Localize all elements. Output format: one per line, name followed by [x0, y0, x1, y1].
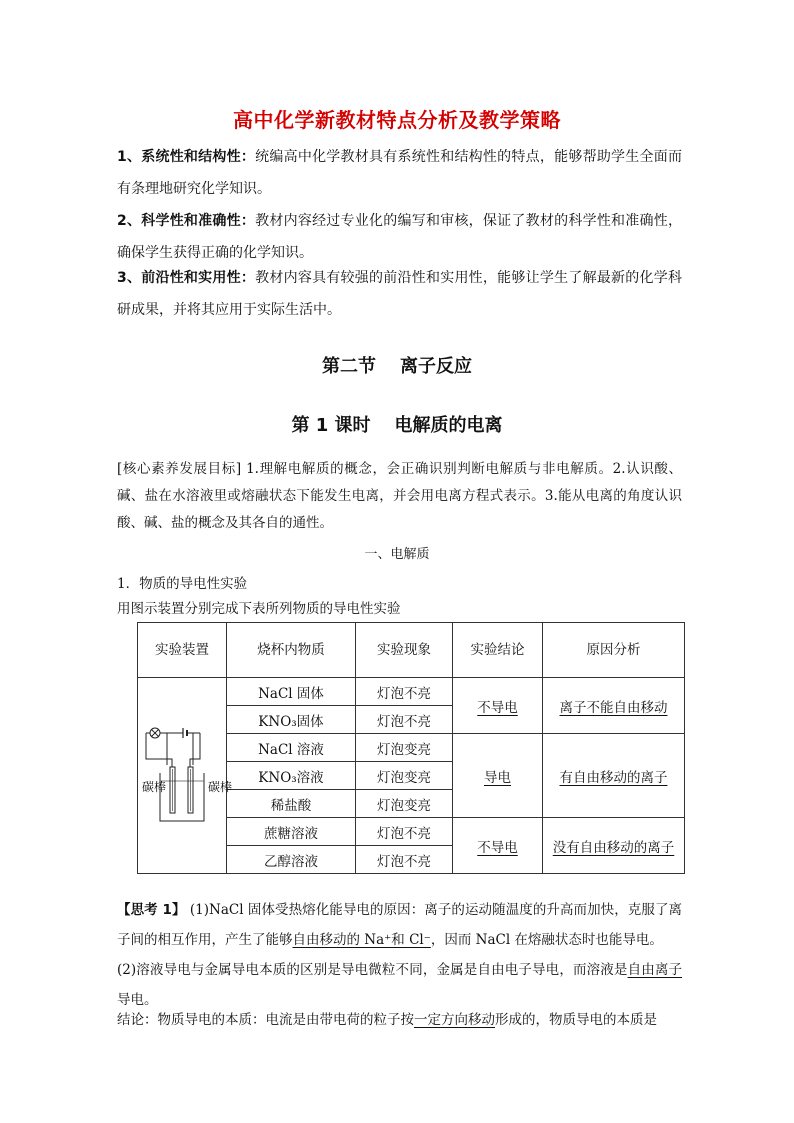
header-conclusion: 实验结论 [453, 623, 543, 678]
substance-cell: 乙醇溶液 [227, 846, 356, 874]
subsection-title: 一、电解质 [364, 547, 430, 562]
answer-blank: 自由移动的 Na⁺和 Cl⁻ [292, 932, 431, 948]
electrode-icon [170, 767, 193, 813]
substance-cell: 蔗糖溶液 [227, 818, 356, 846]
apparatus-cell [138, 678, 233, 874]
conclusion-text: 结论：物质导电的本质：电流是由带电荷的粒子按一定方向移动形成的，物质导电的本质是 [117, 1012, 657, 1028]
feature-2 [117, 205, 682, 269]
header-reason: 原因分析 [543, 623, 685, 678]
feature-3 [117, 262, 682, 326]
phenomenon-cell: 灯泡变亮 [356, 734, 453, 762]
lesson-heading: 第 1 课时 电解质的电离 [291, 415, 503, 436]
think-tag: 【思考 1】 [117, 902, 186, 918]
feature-label: 3、前沿性和实用性： [117, 270, 256, 286]
feature-text: 教材内容具有较强的前沿性和实用性，能够让学生了解最新的化学科研成果，并将其应用于实际生活中。 [117, 270, 683, 318]
answer-blank: 一定方向移动 [414, 1012, 495, 1028]
table-header-row [138, 623, 685, 678]
reason-cell: 没有自由移动的离子 [543, 818, 685, 874]
reason-cell: 离子不能自由移动 [543, 678, 685, 734]
item-1-description: 用图示装置分别完成下表所列物质的导电性实验 [117, 601, 401, 617]
substance-cell: KNO₃固体 [227, 706, 356, 734]
item-1-title: 1．物质的导电性实验 [117, 576, 248, 592]
learning-goals [117, 456, 682, 537]
conclusion-cell: 不导电 [453, 818, 543, 874]
answer-blank: 自由离子 [627, 962, 683, 978]
phenomenon-cell: 灯泡不亮 [356, 818, 453, 846]
goals-tag: [核心素养发展目标] [117, 461, 242, 477]
substance-cell: NaCl 溶液 [227, 734, 356, 762]
phenomenon-cell: 灯泡不亮 [356, 706, 453, 734]
feature-label: 2、科学性和准确性： [117, 213, 256, 229]
think-1-part-2: (2)溶液导电与金属导电本质的区别是导电微粒不同，金属是自由电子导电，而溶液是自由离子导电。 [117, 962, 683, 1008]
phenomenon-cell: 灯泡变亮 [356, 762, 453, 790]
feature-1 [117, 141, 682, 205]
phenomenon-cell: 灯泡不亮 [356, 678, 453, 706]
phenomenon-cell: 灯泡不亮 [356, 846, 453, 874]
bulb-icon [150, 728, 160, 738]
header-apparatus: 实验装置 [138, 623, 227, 678]
conclusion-cell: 不导电 [453, 678, 543, 734]
feature-text: 统编高中化学教材具有系统性和结构性的特点，能够帮助学生全面而有条理地研究化学知识。 [117, 149, 683, 197]
substance-cell: NaCl 固体 [227, 678, 356, 706]
beaker-icon [160, 773, 204, 821]
goals-text: 1.理解电解质的概念，会正确识别判断电解质与非电解质。2.认识酸、碱、盐在水溶液里或熔融状态下能发生电离，并会用电离方程式表示。3.能从电离的角度认识酸、碱、盐的概念及其各自的通性。 [117, 461, 682, 531]
conclusion-cell: 导电 [453, 734, 543, 818]
apparatus-diagram [138, 719, 233, 829]
substance-cell: 稀盐酸 [227, 790, 356, 818]
section-heading: 第二节 离子反应 [322, 356, 472, 377]
phenomenon-cell: 灯泡变亮 [356, 790, 453, 818]
electrode-label-left: 碳棒 [142, 779, 167, 794]
document-title: 高中化学新教材特点分析及教学策略 [233, 108, 561, 132]
reason-cell: 有自由移动的离子 [543, 734, 685, 818]
header-substance: 烧杯内物质 [227, 623, 356, 678]
think-1-part-1: 【思考 1】 (1)NaCl 固体受热熔化能导电的原因：离子的运动随温度的升高而加快，克服了离子间的相互作用，产生了能够自由移动的 Na⁺和 Cl⁻，因而 NaCl 在熔融状态时也能导电。 [117, 902, 683, 948]
experiment-table [137, 622, 685, 874]
table-row [138, 678, 685, 706]
battery-icon [183, 728, 187, 738]
feature-label: 1、系统性和结构性： [117, 149, 256, 165]
feature-text: 教材内容经过专业化的编写和审核，保证了教材的科学性和准确性，确保学生获得正确的化学知识。 [117, 213, 683, 261]
substance-cell: KNO₃溶液 [227, 762, 356, 790]
header-phenomenon: 实验现象 [356, 623, 453, 678]
electrode-label-right: 碳棒 [208, 779, 233, 794]
